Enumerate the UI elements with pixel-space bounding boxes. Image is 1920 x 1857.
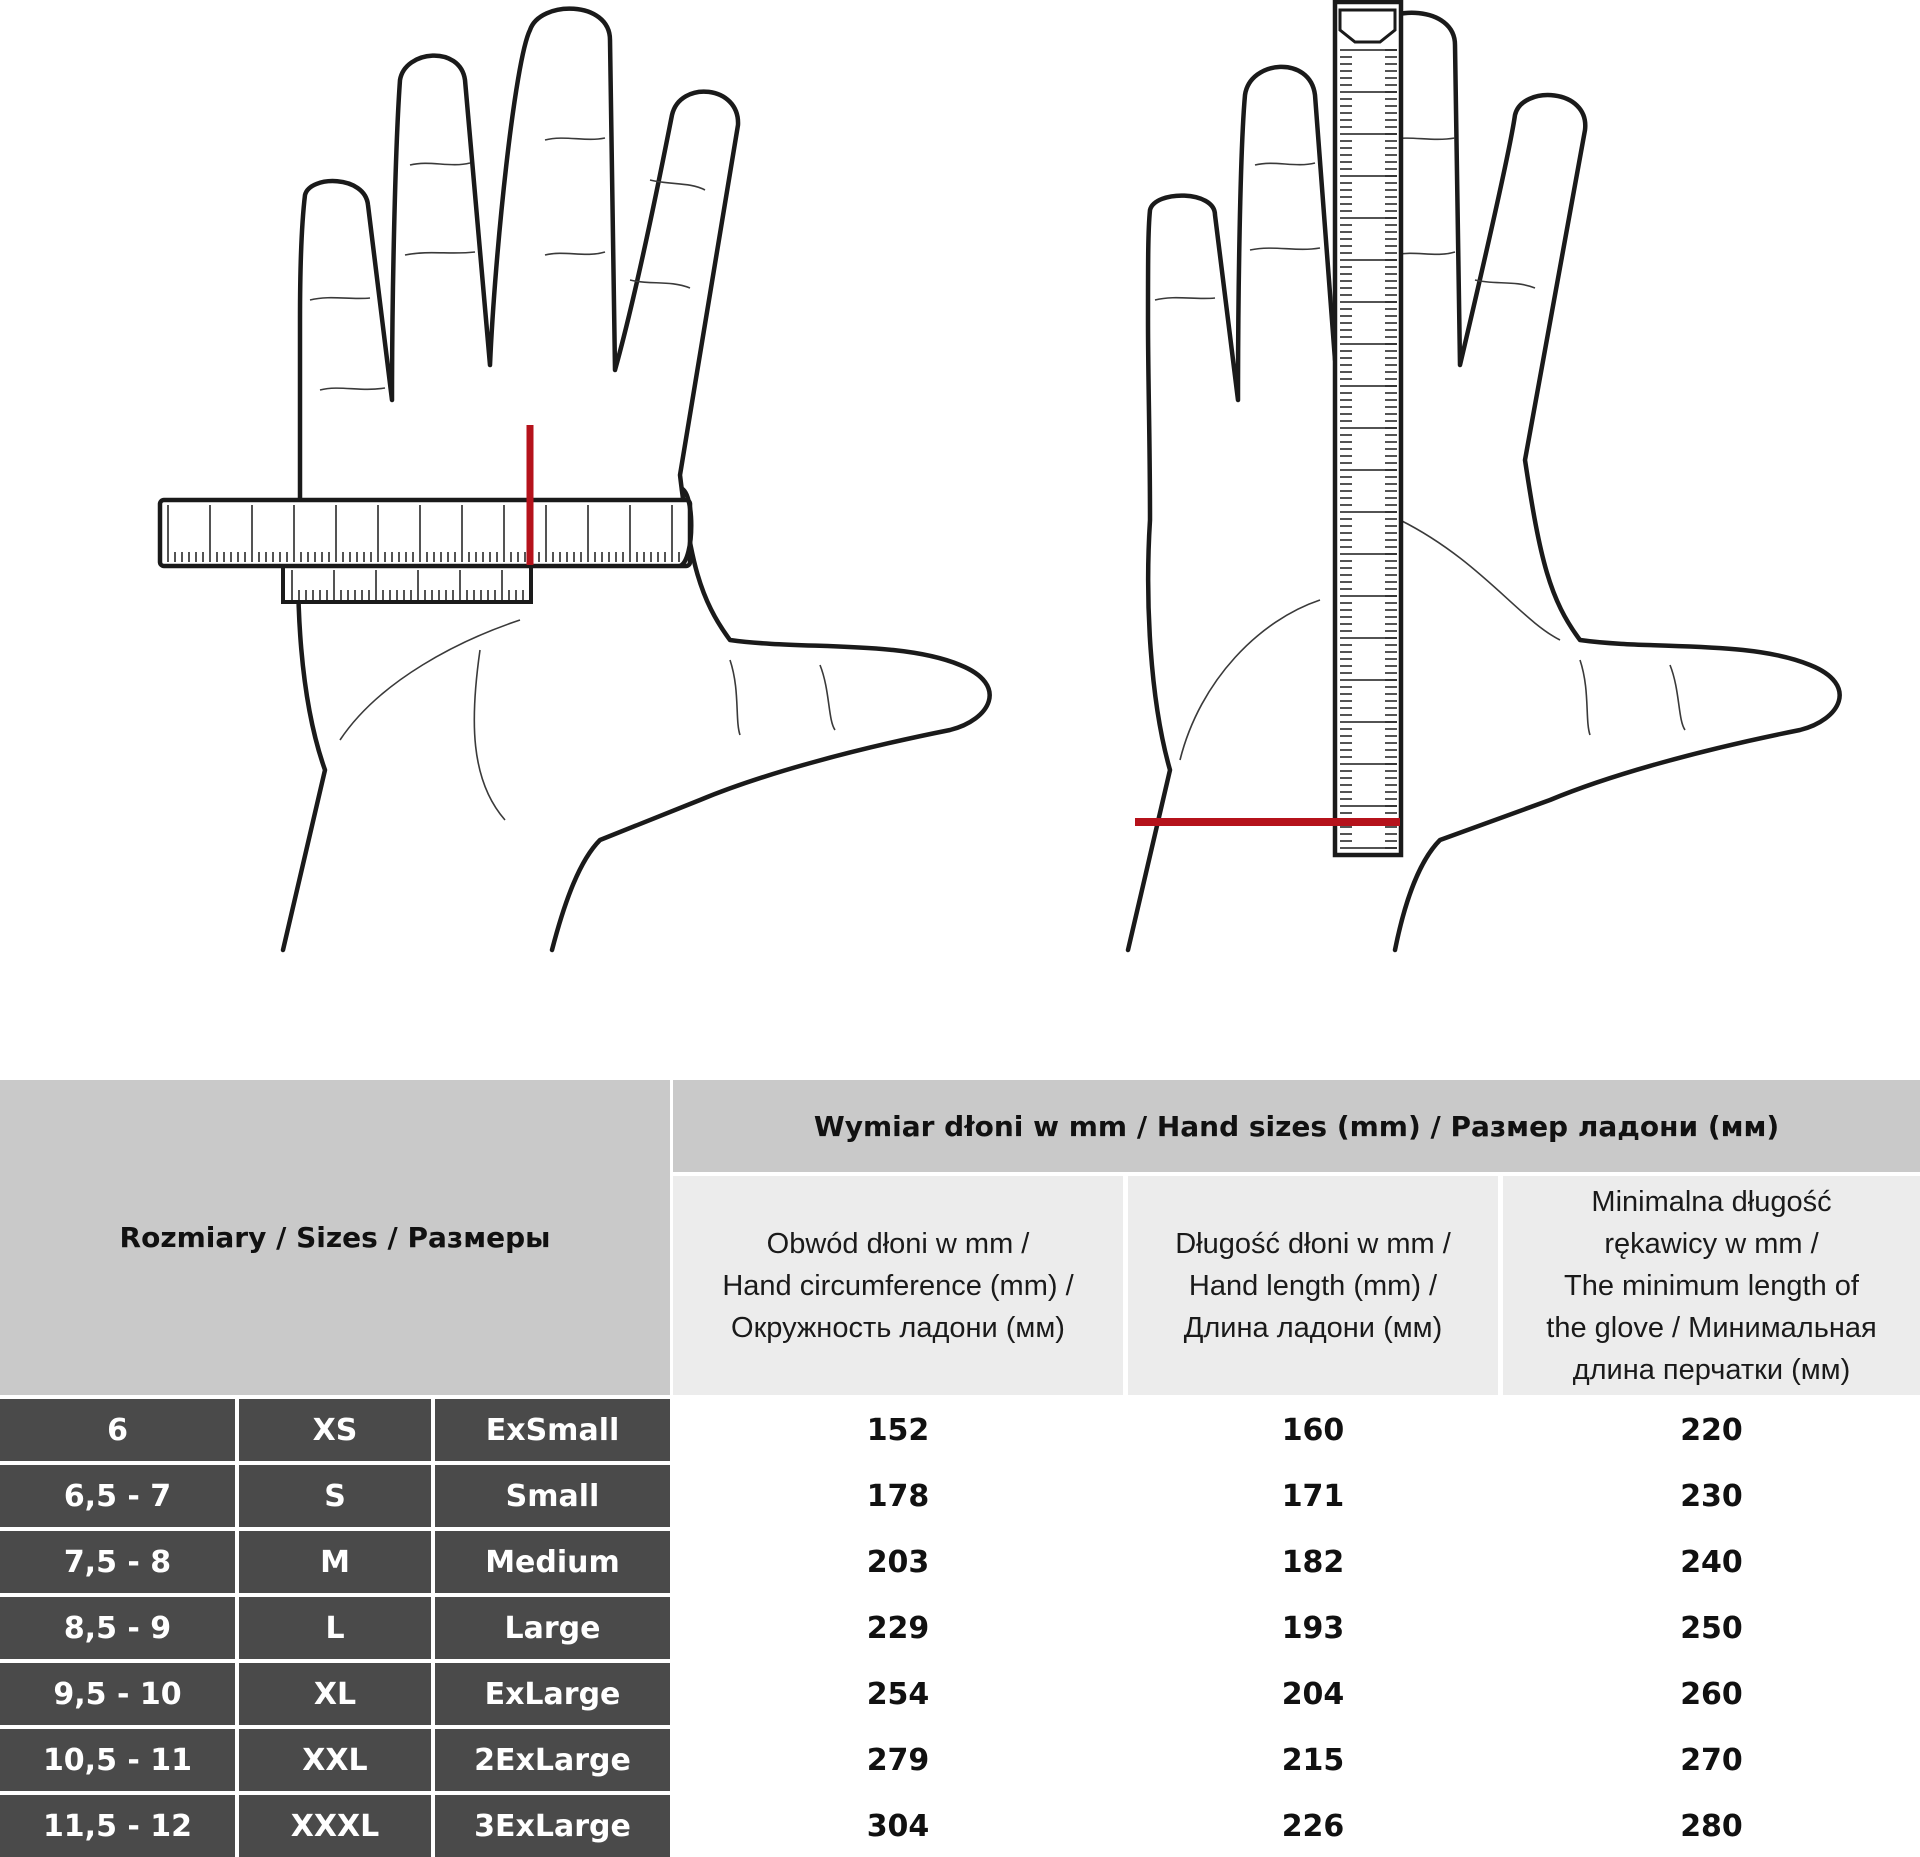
size-code: XS bbox=[239, 1399, 431, 1461]
size-number: 6,5 - 7 bbox=[0, 1465, 235, 1527]
length-value: 226 bbox=[1128, 1795, 1498, 1857]
glove-length-value: 220 bbox=[1503, 1399, 1920, 1461]
size-number: 6 bbox=[0, 1399, 235, 1461]
glove-length-column-header: Minimalna długość rękawicy w mm / The minimum length of the glove / Минимальная длина перчатки (мм) bbox=[1503, 1176, 1920, 1395]
size-number: 10,5 - 11 bbox=[0, 1729, 235, 1791]
circumference-value: 229 bbox=[673, 1597, 1123, 1659]
glove-length-value: 230 bbox=[1503, 1465, 1920, 1527]
right-hand-outline bbox=[1128, 13, 1840, 950]
circumference-value: 203 bbox=[673, 1531, 1123, 1593]
glove-length-value: 260 bbox=[1503, 1663, 1920, 1725]
size-name: Small bbox=[435, 1465, 670, 1527]
circumference-value: 152 bbox=[673, 1399, 1123, 1461]
sizes-header: Rozmiary / Sizes / Размеры bbox=[0, 1080, 670, 1395]
size-code: L bbox=[239, 1597, 431, 1659]
length-value: 171 bbox=[1128, 1465, 1498, 1527]
size-code: XXXL bbox=[239, 1795, 431, 1857]
measure-header: Wymiar dłoni w mm / Hand sizes (mm) / Размер ладони (мм) bbox=[673, 1080, 1920, 1172]
size-number: 7,5 - 8 bbox=[0, 1531, 235, 1593]
glove-length-value: 280 bbox=[1503, 1795, 1920, 1857]
size-code: M bbox=[239, 1531, 431, 1593]
circumference-value: 178 bbox=[673, 1465, 1123, 1527]
length-value: 193 bbox=[1128, 1597, 1498, 1659]
size-name: ExLarge bbox=[435, 1663, 670, 1725]
length-value: 182 bbox=[1128, 1531, 1498, 1593]
size-name: Large bbox=[435, 1597, 670, 1659]
glove-length-value: 250 bbox=[1503, 1597, 1920, 1659]
length-value: 204 bbox=[1128, 1663, 1498, 1725]
circumference-value: 254 bbox=[673, 1663, 1123, 1725]
size-name: 2ExLarge bbox=[435, 1729, 670, 1791]
glove-length-value: 270 bbox=[1503, 1729, 1920, 1791]
size-table bbox=[0, 1080, 1920, 1857]
size-code: S bbox=[239, 1465, 431, 1527]
length-value: 160 bbox=[1128, 1399, 1498, 1461]
size-number: 11,5 - 12 bbox=[0, 1795, 235, 1857]
length-value: 215 bbox=[1128, 1729, 1498, 1791]
size-name: 3ExLarge bbox=[435, 1795, 670, 1857]
length-column-header: Długość dłoni w mm / Hand length (mm) / Длина ладони (мм) bbox=[1128, 1176, 1498, 1395]
left-hand-outline bbox=[283, 9, 990, 950]
size-number: 8,5 - 9 bbox=[0, 1597, 235, 1659]
circumference-value: 279 bbox=[673, 1729, 1123, 1791]
circumference-column-header: Obwód dłoni w mm / Hand circumference (mm) / Окружность ладони (мм) bbox=[673, 1176, 1123, 1395]
size-name: ExSmall bbox=[435, 1399, 670, 1461]
size-code: XXL bbox=[239, 1729, 431, 1791]
circumference-value: 304 bbox=[673, 1795, 1123, 1857]
size-code: XL bbox=[239, 1663, 431, 1725]
glove-length-value: 240 bbox=[1503, 1531, 1920, 1593]
size-name: Medium bbox=[435, 1531, 670, 1593]
length-ruler bbox=[1335, 2, 1401, 855]
size-number: 9,5 - 10 bbox=[0, 1663, 235, 1725]
